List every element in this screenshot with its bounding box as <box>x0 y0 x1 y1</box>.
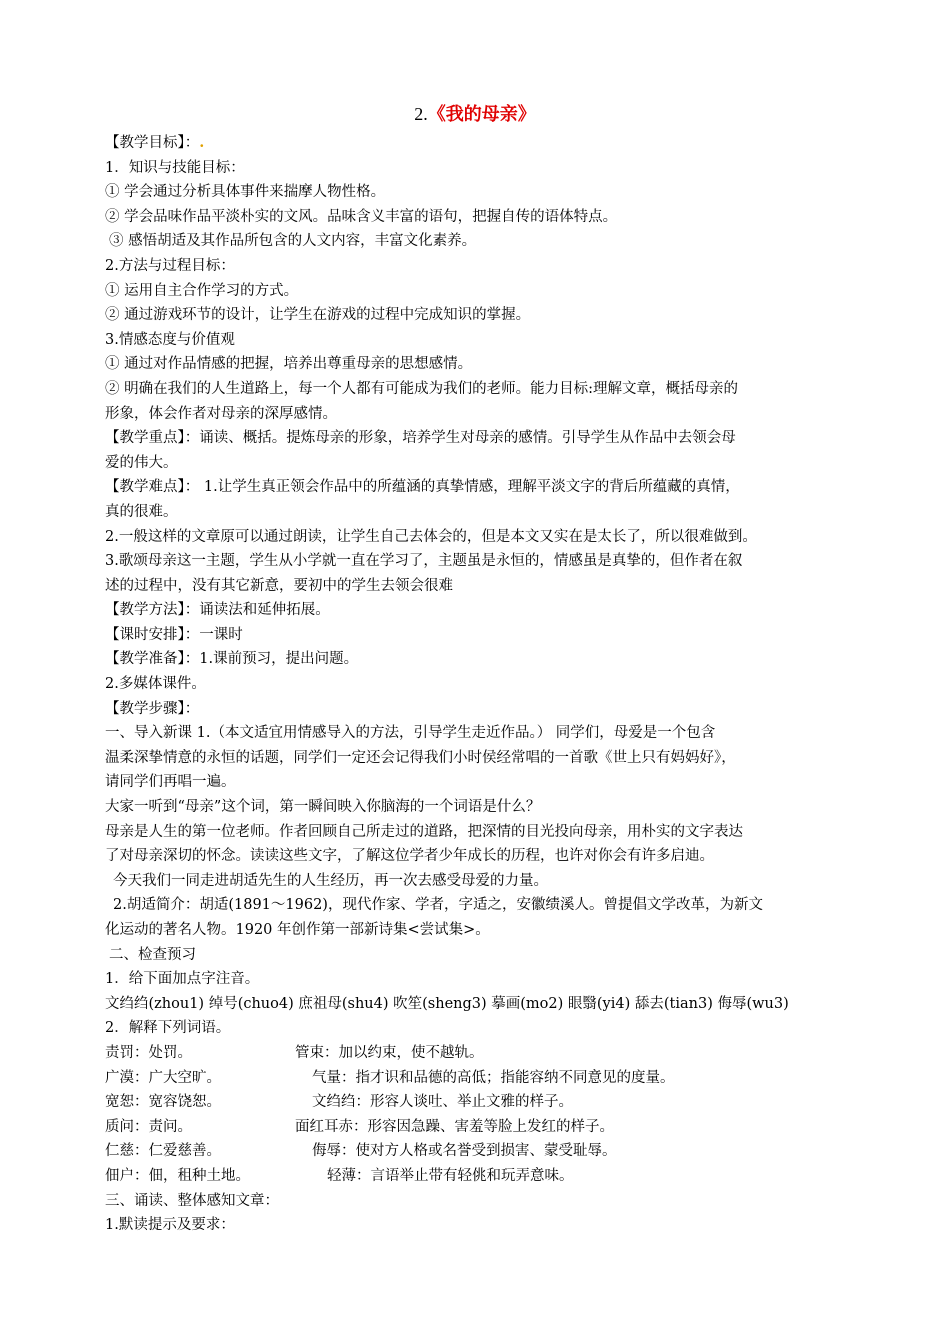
text-line: 一、导入新课 1.（本文适宜用情感导入的方法，引导学生走近作品。） 同学们，母爱是一个包含 <box>105 725 716 742</box>
heading-methods: 【教学方法】：诵读法和延伸拓展。 <box>105 602 330 619</box>
text-line: 述的过程中，没有其它新意，要初中的学生去领会很难 <box>105 577 453 594</box>
text-line: 形象，体会作者对母亲的深厚感情。 <box>105 405 337 422</box>
section-heading: 三、诵读、整体感知文章： <box>105 1192 279 1209</box>
heading-difficulties: 【教学难点】： 1.让学生真正领会作品中的所蕴涵的真挚情感，理解平淡文字的背后所蕴藏的真情， <box>105 479 740 496</box>
document-body <box>105 100 845 1238</box>
section-heading: 二、检查预习 <box>109 946 196 963</box>
text-line: 1.默读提示及要求： <box>105 1217 235 1234</box>
text-line: ② 明确在我们的人生道路上，每一个人都有可能成为我们的老师。能力目标:理解文章，概括母亲的 <box>105 380 738 397</box>
text-line: 了对母亲深切的怀念。读读这些文字，了解这位学者少年成长的历程，也许对你会有许多启迪。 <box>105 848 714 865</box>
text-line: ① 运用自主合作学习的方式。 <box>105 282 299 299</box>
vocab-row: 责罚：处罚。 管束：加以约束，使不越轨。 <box>105 1044 484 1061</box>
vocab-row: 佃户：佃，租种土地。 轻薄：言语举止带有轻佻和玩弄意味。 <box>105 1167 574 1184</box>
heading-teaching-goals: 【教学目标】：. <box>105 134 205 151</box>
vocab-row: 质问：责问。 面红耳赤：形容因急躁、害羞等脸上发红的样子。 <box>105 1118 614 1135</box>
text-line: 2.多媒体课件。 <box>105 676 206 693</box>
text-line: ③ 感悟胡适及其作品所包含的人文内容，丰富文化素养。 <box>109 233 477 250</box>
text-line: 2.胡适简介：胡适(1891～1962)，现代作家、学者，字适之，安徽绩溪人。曾提倡文学改革，为新文 <box>113 897 763 914</box>
text-line: 1．给下面加点字注音。 <box>105 971 260 988</box>
text-line: ① 学会通过分析具体事件来揣摩人物性格。 <box>105 184 386 201</box>
text-line: 3.情感态度与价值观 <box>105 331 235 348</box>
text-line: 请同学们再唱一遍。 <box>105 774 236 791</box>
title-text: 《我的母亲》 <box>427 104 536 125</box>
text-line: 化运动的著名人物。1920 年创作第一部新诗集<尝试集>。 <box>105 922 490 938</box>
heading-preparation: 【教学准备】：1.课前预习，提出问题。 <box>105 651 359 668</box>
title-number: 2. <box>414 104 428 124</box>
text-line: ① 通过对作品情感的把握，培养出尊重母亲的思想感情。 <box>105 356 473 373</box>
text-line: 温柔深挚情意的永恒的话题，同学们一定还会记得我们小时侯经常唱的一首歌《世上只有妈妈好》， <box>105 749 736 766</box>
dot-mark-icon: . <box>199 134 205 151</box>
heading-steps: 【教学步骤】： <box>105 700 200 717</box>
text-line: 今天我们一同走进胡适先生的人生经历，再一次去感受母爱的力量。 <box>113 872 548 889</box>
pinyin-line: 文绉绉(zhou1) 绰号(chuo4) 庶祖母(shu4) 吹笙(sheng3) 摹画(mo2) 眼翳(yi4) 舔去(tian3) 侮辱(wu3) <box>105 995 789 1012</box>
text-line: 3.歌颂母亲这一主题，学生从小学就一直在学习了，主题虽是永恒的，情感虽是真挚的，但作者在叙 <box>105 553 743 570</box>
text-line: ② 学会品味作品平淡朴实的文风。品味含义丰富的语句，把握自传的语体特点。 <box>105 208 618 225</box>
heading-key-points: 【教学重点】：诵读、概括。提炼母亲的形象，培养学生对母亲的感情。引导学生从作品中去领会母 <box>105 430 736 447</box>
vocab-row: 广漠：广大空旷。 气量：指才识和品德的高低；指能容纳不同意见的度量。 <box>105 1069 675 1086</box>
text-line: 2.方法与过程目标： <box>105 257 235 274</box>
text-line: ② 通过游戏环节的设计，让学生在游戏的过程中完成知识的掌握。 <box>105 307 531 324</box>
text-line: 1．知识与技能目标： <box>105 159 245 176</box>
text-line: 真的很难。 <box>105 503 178 520</box>
vocab-row: 宽恕：宽容饶恕。 文绉绉：形容人谈吐、举止文雅的样子。 <box>105 1094 573 1111</box>
heading-schedule: 【课时安排】：一课时 <box>105 626 243 643</box>
text-line: 大家一听到“母亲”这个词，第一瞬间映入你脑海的一个词语是什么？ <box>105 799 541 816</box>
text-line: 2．解释下列词语。 <box>105 1020 231 1037</box>
document-title <box>105 100 845 129</box>
vocab-row: 仁慈：仁爱慈善。 侮辱：使对方人格或名誉受到损害、蒙受耻辱。 <box>105 1143 617 1160</box>
text-line: 爱的伟大。 <box>105 454 178 471</box>
text-line: 2.一般这样的文章原可以通过朗读，让学生自己去体会的，但是本文又实在是太长了，所以很难做到。 <box>105 528 757 545</box>
text-line: 母亲是人生的第一位老师。作者回顾自己所走过的道路，把深情的目光投向母亲，用朴实的文字表达 <box>105 823 743 840</box>
